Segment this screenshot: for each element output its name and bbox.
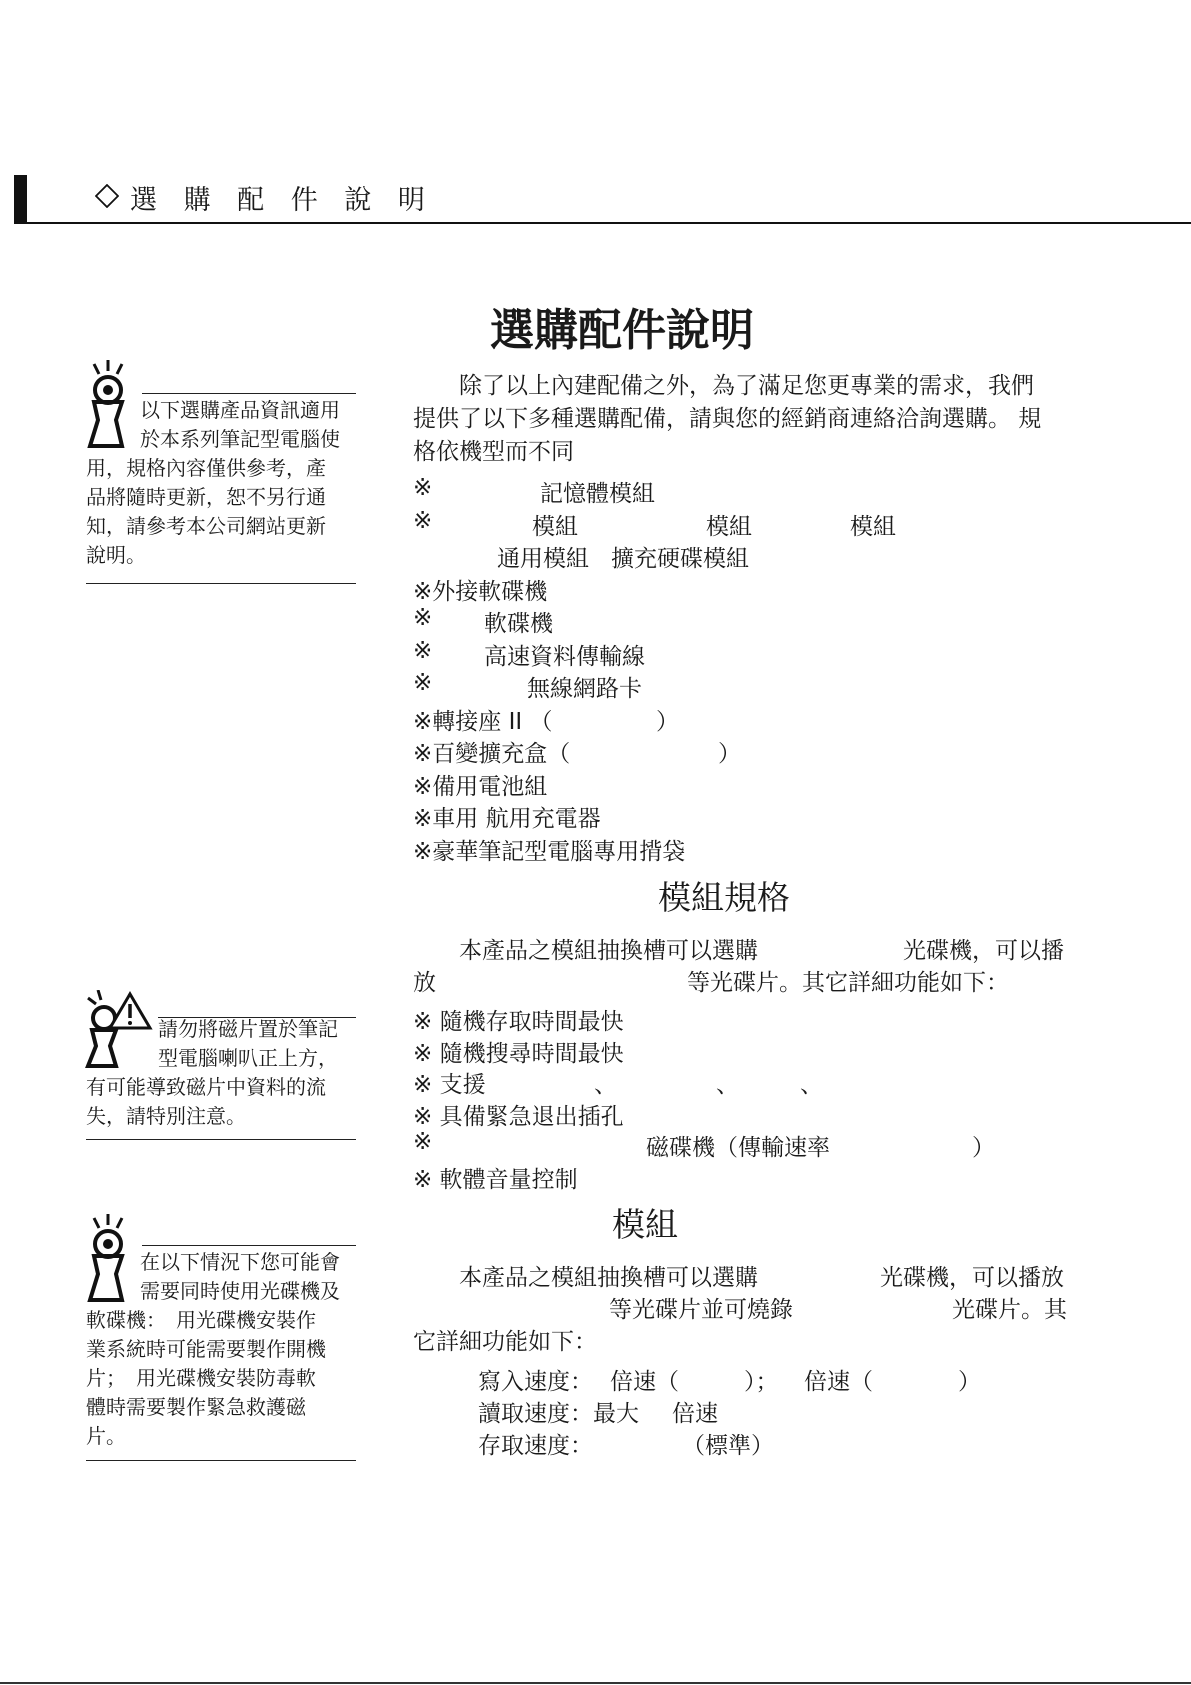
note-line: 以下選購產品資訊適用 [140, 398, 340, 422]
note-line: 片； 用光碟機安裝防毒軟 [86, 1366, 316, 1390]
accessory-item: ※ [413, 670, 433, 696]
accessory-item: ※外接軟碟機 [413, 578, 548, 605]
accessory-item-label: 高速資料傳輸線 [484, 643, 645, 670]
page-title: 選購配件說明 [490, 305, 754, 356]
note-rule [142, 393, 356, 394]
note-line: 體時需要製作緊急救護磁 [86, 1395, 306, 1419]
accessory-item: ※ [413, 475, 433, 501]
feature-item-part: 、 [594, 1072, 617, 1098]
header-rule [27, 222, 1191, 224]
note-line: 說明。 [86, 543, 146, 567]
note-line: 軟碟機： 用光碟機安裝作 [86, 1308, 316, 1332]
note-line: 品將隨時更新，恕不另行通 [86, 485, 326, 509]
note-rule [86, 1460, 356, 1461]
feature-item-part: 、 [800, 1072, 823, 1098]
module-line-part: 光碟機，可以播放 [880, 1265, 1064, 1291]
intro-paragraph [413, 370, 1041, 469]
spec-item-part: 倍速 [672, 1401, 718, 1427]
spec-item: 寫入速度： [478, 1369, 593, 1395]
spec-item-part: 倍速（ [610, 1369, 679, 1395]
note-line: 在以下情況下您可能會 [140, 1250, 340, 1274]
note-rule [86, 583, 356, 584]
note-1 [86, 396, 357, 570]
module-heading: 模組 [612, 1205, 678, 1244]
accessory-item: ※ [413, 605, 433, 631]
module-spec-line: 本產品之模組抽換槽可以選購 [413, 938, 758, 964]
module-spec-line: 放 [413, 970, 436, 996]
note-line: 失，請特別注意。 [86, 1104, 246, 1128]
module-spec-line-part: 等光碟片。其它詳細功能如下： [687, 970, 1009, 996]
accessory-item-label: 無線網路卡 [527, 676, 642, 702]
accessory-item-label: 模組 [532, 513, 578, 540]
accessory-item: ※百變擴充盒（ [413, 741, 571, 767]
spec-item-part: ）； [744, 1369, 779, 1395]
note-line: 片。 [86, 1424, 126, 1448]
accessory-item-label: 模組 [850, 513, 896, 540]
accessory-item-label: ） [656, 708, 679, 735]
module-line: 本產品之模組抽換槽可以選購 [413, 1265, 758, 1291]
note-line: 需要同時使用光碟機及 [140, 1279, 340, 1303]
note-line: 請勿將磁片置於筆記 [158, 1017, 338, 1041]
module-line: 它詳細功能如下： [413, 1329, 597, 1355]
feature-item-part: 、 [716, 1072, 739, 1098]
note-2 [86, 1015, 357, 1131]
accessory-item-label: 通用模組 [497, 546, 589, 572]
feature-item: ※ 隨機存取時間最快 [413, 1009, 624, 1035]
spec-item-part: （標準） [682, 1433, 774, 1459]
feature-item-part: ） [972, 1135, 995, 1161]
spec-item: 讀取速度：最大 [478, 1401, 639, 1427]
note-line: 型電腦喇叭正上方， [158, 1046, 338, 1070]
spec-item-part: ） [958, 1369, 981, 1395]
feature-item: ※ 軟體音量控制 [413, 1166, 578, 1193]
note-line: 用，規格內容僅供參考，產 [86, 456, 326, 480]
module-spec-heading: 模組規格 [658, 878, 790, 917]
accessory-item: ※ [413, 637, 433, 664]
note-line: 有可能導致磁片中資料的流 [86, 1075, 326, 1099]
intro-line: 除了以上內建配備之外，為了滿足您更專業的需求，我們 [413, 373, 1034, 399]
module-line-part: 等光碟片並可燒錄 [609, 1297, 793, 1323]
intro-line: 提供了以下多種選購配備，請與您的經銷商連絡洽詢選購。 規 [413, 406, 1042, 432]
spec-item-part: 倍速（ [804, 1369, 873, 1395]
footer-rule [0, 1682, 1191, 1684]
feature-item-part: 磁碟機（傳輸速率 [646, 1135, 830, 1161]
note-rule [142, 1245, 356, 1246]
spec-item: 存取速度： [478, 1433, 593, 1459]
accessory-item: ※ [413, 507, 433, 534]
feature-item: ※ 隨機搜尋時間最快 [413, 1040, 624, 1067]
note-3 [86, 1248, 357, 1451]
note-rule [86, 1139, 356, 1140]
accessory-item-label: 擴充硬碟模組 [611, 546, 749, 572]
module-spec-line-part: 光碟機，可以播 [903, 938, 1064, 964]
module-line-part: 光碟片。其 [952, 1297, 1067, 1323]
section-title: 選 購 配 件 說 明 [130, 185, 434, 216]
header-bar [14, 175, 27, 224]
accessory-item: ※備用電池組 [413, 773, 548, 800]
accessory-item: ※轉接座 II （ [413, 708, 553, 735]
feature-item: ※ 具備緊急退出插孔 [413, 1103, 624, 1130]
note-line: 知，請參考本公司網站更新 [86, 514, 326, 538]
accessory-item: ※車用 航用充電器 [413, 806, 601, 832]
feature-item: ※ 支援 [413, 1072, 486, 1098]
accessory-item-label: 軟碟機 [484, 611, 553, 637]
diamond-icon [95, 184, 119, 208]
note-line: 業系統時可能需要製作開機 [86, 1337, 326, 1361]
accessory-item-label: 記憶體模組 [540, 481, 655, 507]
feature-item: ※ [413, 1129, 433, 1155]
accessory-item-label: 模組 [706, 513, 752, 540]
note-line: 於本系列筆記型電腦使 [140, 427, 340, 451]
accessory-item: ※豪華筆記型電腦專用揹袋 [413, 838, 686, 865]
intro-line: 格依機型而不同 [413, 439, 574, 465]
accessory-item-label: ） [718, 741, 741, 767]
